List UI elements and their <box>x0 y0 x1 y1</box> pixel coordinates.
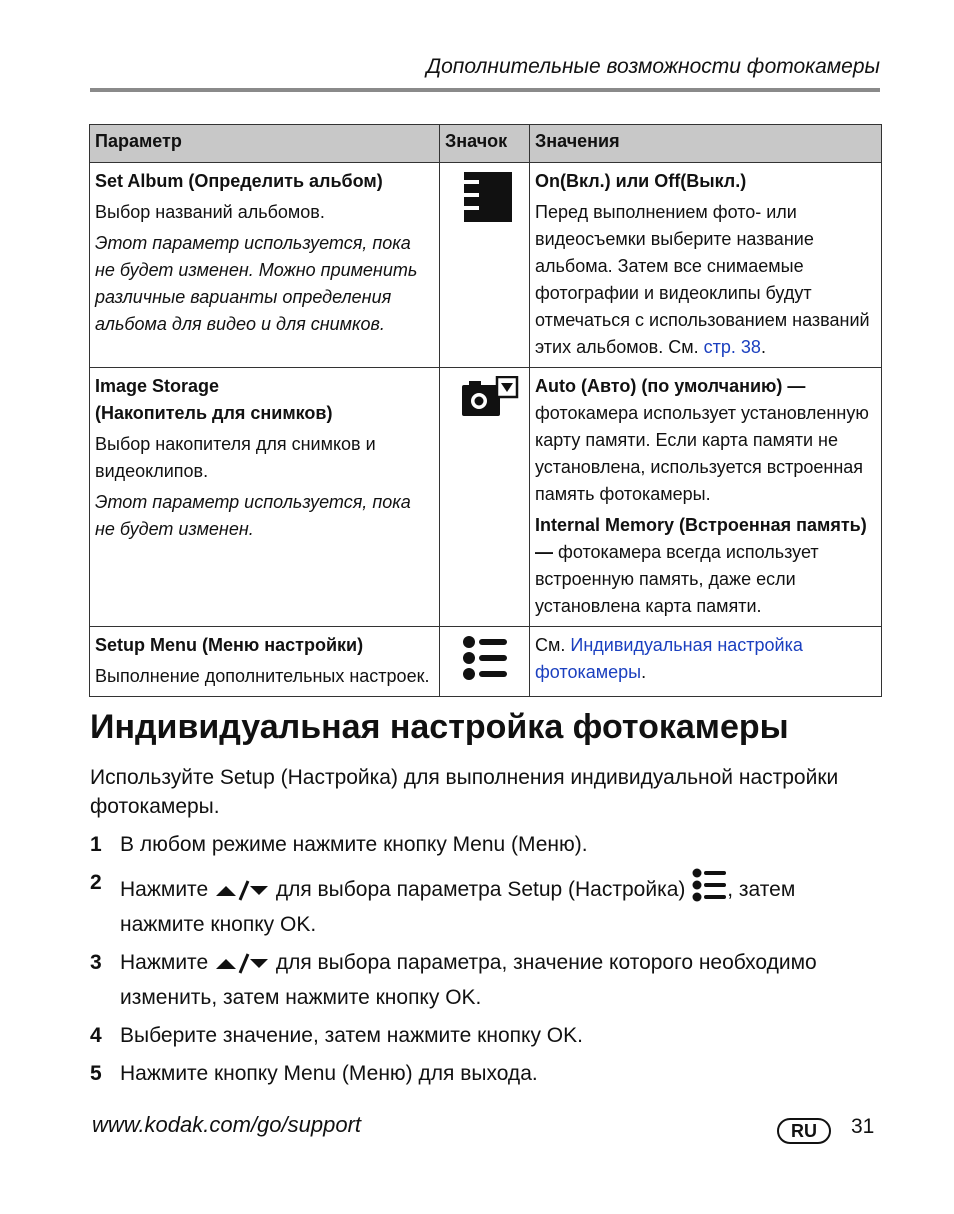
step-number: 3 <box>90 951 102 974</box>
step-text: для выбора параметра Setup (Настройка) <box>275 878 686 901</box>
column-header: Значения <box>530 125 882 163</box>
step-number: 4 <box>90 1024 102 1047</box>
table-header-row <box>90 125 882 163</box>
section-intro: Используйте Setup (Настройка) для выполнения индивидуальной настройки фотокамеры. <box>90 766 839 818</box>
param-name: Image Storage <box>95 376 220 396</box>
camera-storage-icon <box>445 376 524 418</box>
table-row <box>90 163 882 368</box>
list-item <box>90 948 880 1012</box>
page-number: 31 <box>851 1115 875 1138</box>
setup-menu-icon <box>691 868 727 910</box>
value-text: фотокамера всегда использует встроенную память, даже если установлена карта памяти. <box>535 542 819 616</box>
value-title: Auto (Авто) (по умолчанию) — <box>535 376 806 396</box>
column-header: Значок <box>440 125 530 163</box>
param-desc: Выбор накопителя для снимков и видеоклипов. <box>95 434 376 481</box>
param-name-sub: (Накопитель для снимков) <box>95 403 333 423</box>
header-divider <box>90 88 880 92</box>
column-header: Параметр <box>90 125 440 163</box>
list-item <box>90 1059 880 1088</box>
step-number: 5 <box>90 1062 102 1085</box>
value-text: фотокамера использует установленную карту памяти. Если карта памяти не установлена, используется встроенная память фотокамеры. <box>535 403 869 504</box>
step-text: Нажмите <box>120 878 209 901</box>
param-note: Этот параметр используется, пока не будет изменен. Можно применить различные варианты определения альбома для видео и для снимков. <box>95 233 418 334</box>
step-text: для выбора параметра, значение которого необходимо изменить, затем нажмите кнопку OK. <box>120 951 817 1009</box>
section-title: Индивидуальная настройка фотокамеры <box>90 708 789 746</box>
period: . <box>760 337 766 357</box>
language-badge: RU <box>777 1118 831 1144</box>
setup-menu-icon <box>445 635 524 681</box>
page-header-title: Дополнительные возможности фотокамеры <box>426 55 880 78</box>
table-row <box>90 368 882 627</box>
param-name: Set Album (Определить альбом) <box>95 171 383 191</box>
value-title: On(Вкл.) или Off(Выкл.) <box>535 171 747 191</box>
see-label: См. <box>535 635 566 655</box>
param-desc: Выполнение дополнительных настроек. <box>95 666 430 686</box>
period: . <box>641 662 647 682</box>
value-title: Internal Memory (Встроенная память) — <box>535 515 867 562</box>
value-text: Перед выполнением фото- или видеосъемки выберите название альбома. Затем все снимаемые фотографии и видеоклипы будут отмечаться с использованием названий этих альбомов. См. <box>535 202 870 357</box>
page-link[interactable]: стр. 38 <box>703 337 761 357</box>
param-name: Setup Menu (Меню настройки) <box>95 635 364 655</box>
settings-table <box>89 124 882 697</box>
table-row <box>90 627 882 697</box>
album-icon <box>445 171 524 223</box>
param-note: Этот параметр используется, пока не будет изменен. <box>95 492 411 539</box>
step-number: 2 <box>90 871 102 894</box>
step-text: , затем нажмите кнопку OK. <box>120 878 796 936</box>
list-item <box>90 830 880 859</box>
list-item <box>90 868 880 939</box>
up-down-arrows-icon <box>214 878 270 910</box>
step-text: Нажмите кнопку Menu (Меню) для выхода. <box>120 1062 538 1085</box>
param-desc: Выбор названий альбомов. <box>95 202 325 222</box>
step-text: В любом режиме нажмите кнопку Menu (Меню). <box>120 833 588 856</box>
up-down-arrows-icon <box>214 951 270 983</box>
list-item <box>90 1021 880 1050</box>
step-text: Выберите значение, затем нажмите кнопку OK. <box>120 1024 583 1047</box>
step-number: 1 <box>90 833 102 856</box>
customize-camera-link[interactable]: Индивидуальная настройка фотокамеры <box>535 635 803 682</box>
steps-list <box>90 830 880 1097</box>
support-url[interactable]: www.kodak.com/go/support <box>92 1112 362 1137</box>
step-text: Нажмите <box>120 951 209 974</box>
